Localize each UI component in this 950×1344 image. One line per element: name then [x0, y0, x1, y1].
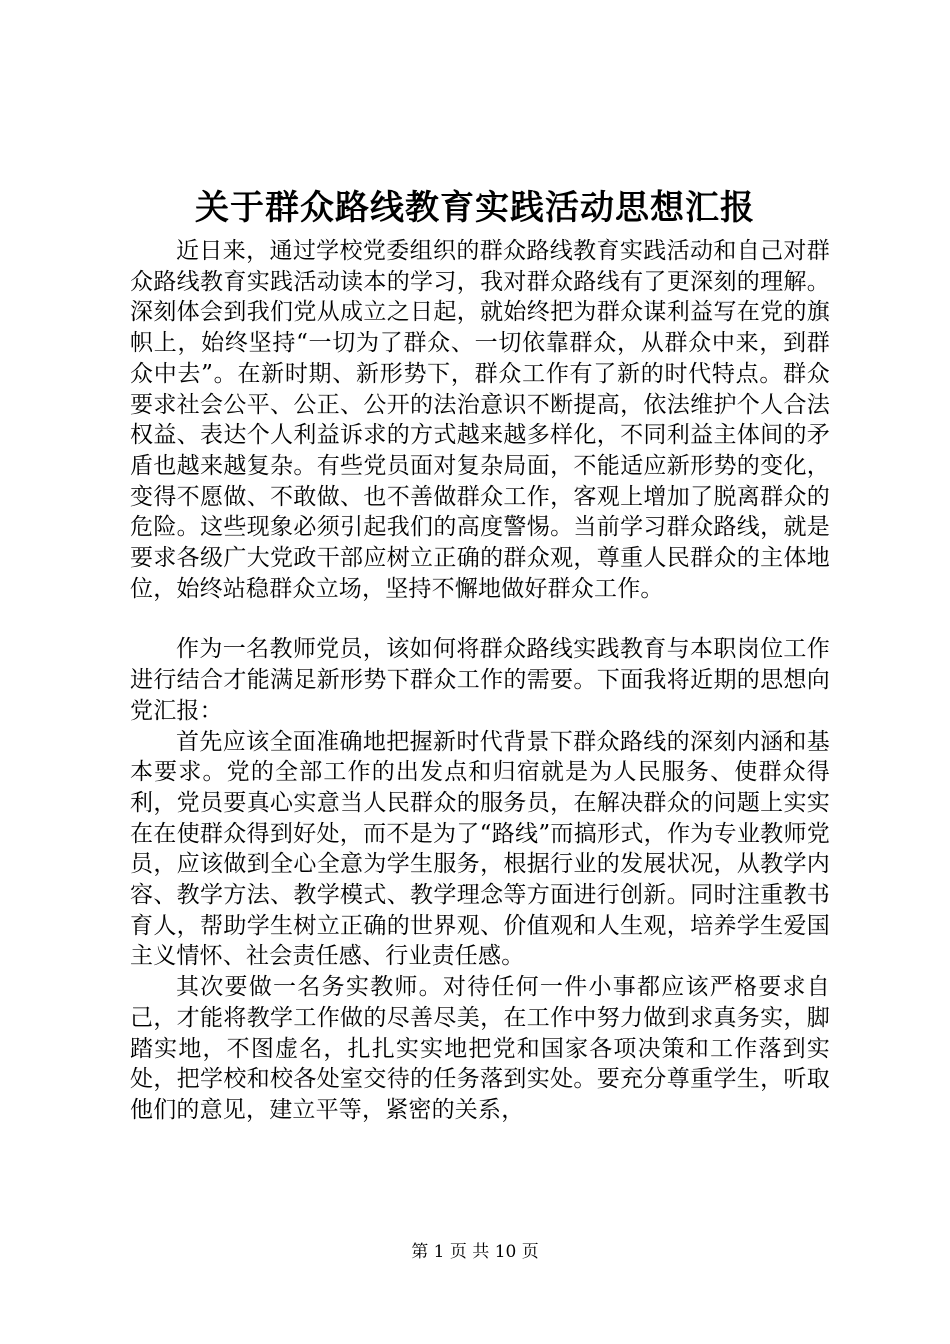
- page-number-footer: 第 1 页 共 10 页: [411, 1242, 539, 1262]
- paragraph-question: 作为一名教师党员，该如何将群众路线实践教育与本职岗位工作进行结合才能满足新形势下群众工作的需要。下面我将近期的思想向党汇报：: [130, 636, 830, 724]
- paragraph-second-point: 其次要做一名务实教师。对待任何一件小事都应该严格要求自己，才能将教学工作做的尽善尽美，在工作中努力做到求真务实，脚踏实地，不图虚名，扎扎实实地把党和国家各项决策和工作落到实处，把学校和校各处室交待的任务落到实处。要充分尊重学生，听取他们的意见，建立平等，紧密的关系，: [130, 974, 830, 1123]
- document-body: [130, 236, 830, 1126]
- paragraph-first-point: 首先应该全面准确地把握新时代背景下群众路线的深刻内涵和基本要求。党的全部工作的出发点和归宿就是为人民服务、使群众得利，党员要真心实意当人民群众的服务员，在解决群众的问题上实实在在使群众得到好处，而不是为了“路线”而搞形式，作为专业教师党员，应该做到全心全意为学生服务，根据行业的发展状况，从教学内容、教学方法、教学模式、教学理念等方面进行创新。同时注重教书育人，帮助学生树立正确的世界观、价值观和人生观，培养学生爱国主义情怀、社会责任感、行业责任感。: [130, 728, 830, 970]
- document-title: 关于群众路线教育实践活动思想汇报: [195, 188, 755, 228]
- paragraph-intro: 近日来，通过学校党委组织的群众路线教育实践活动和自己对群众路线教育实践活动读本的学习，我对群众路线有了更深刻的理解。深刻体会到我们党从成立之日起，就始终把为群众谋利益写在党的旗帜上，始终坚持“一切为了群众、一切依靠群众，从群众中来，到群众中去”。在新时期、新形势下，群众工作有了新的时代特点。群众要求社会公平、公正、公开的法治意识不断提高，依法维护个人合法权益、表达个人利益诉求的方式越来越多样化，不同利益主体间的矛盾也越来越复杂。有些党员面对复杂局面，不能适应新形势的变化，变得不愿做、不敢做、也不善做群众工作，客观上增加了脱离群众的危险。这些现象必须引起我们的高度警惕。当前学习群众路线，就是要求各级广大党政干部应树立正确的群众观，尊重人民群众的主体地位，始终站稳群众立场，坚持不懈地做好群众工作。: [130, 238, 830, 602]
